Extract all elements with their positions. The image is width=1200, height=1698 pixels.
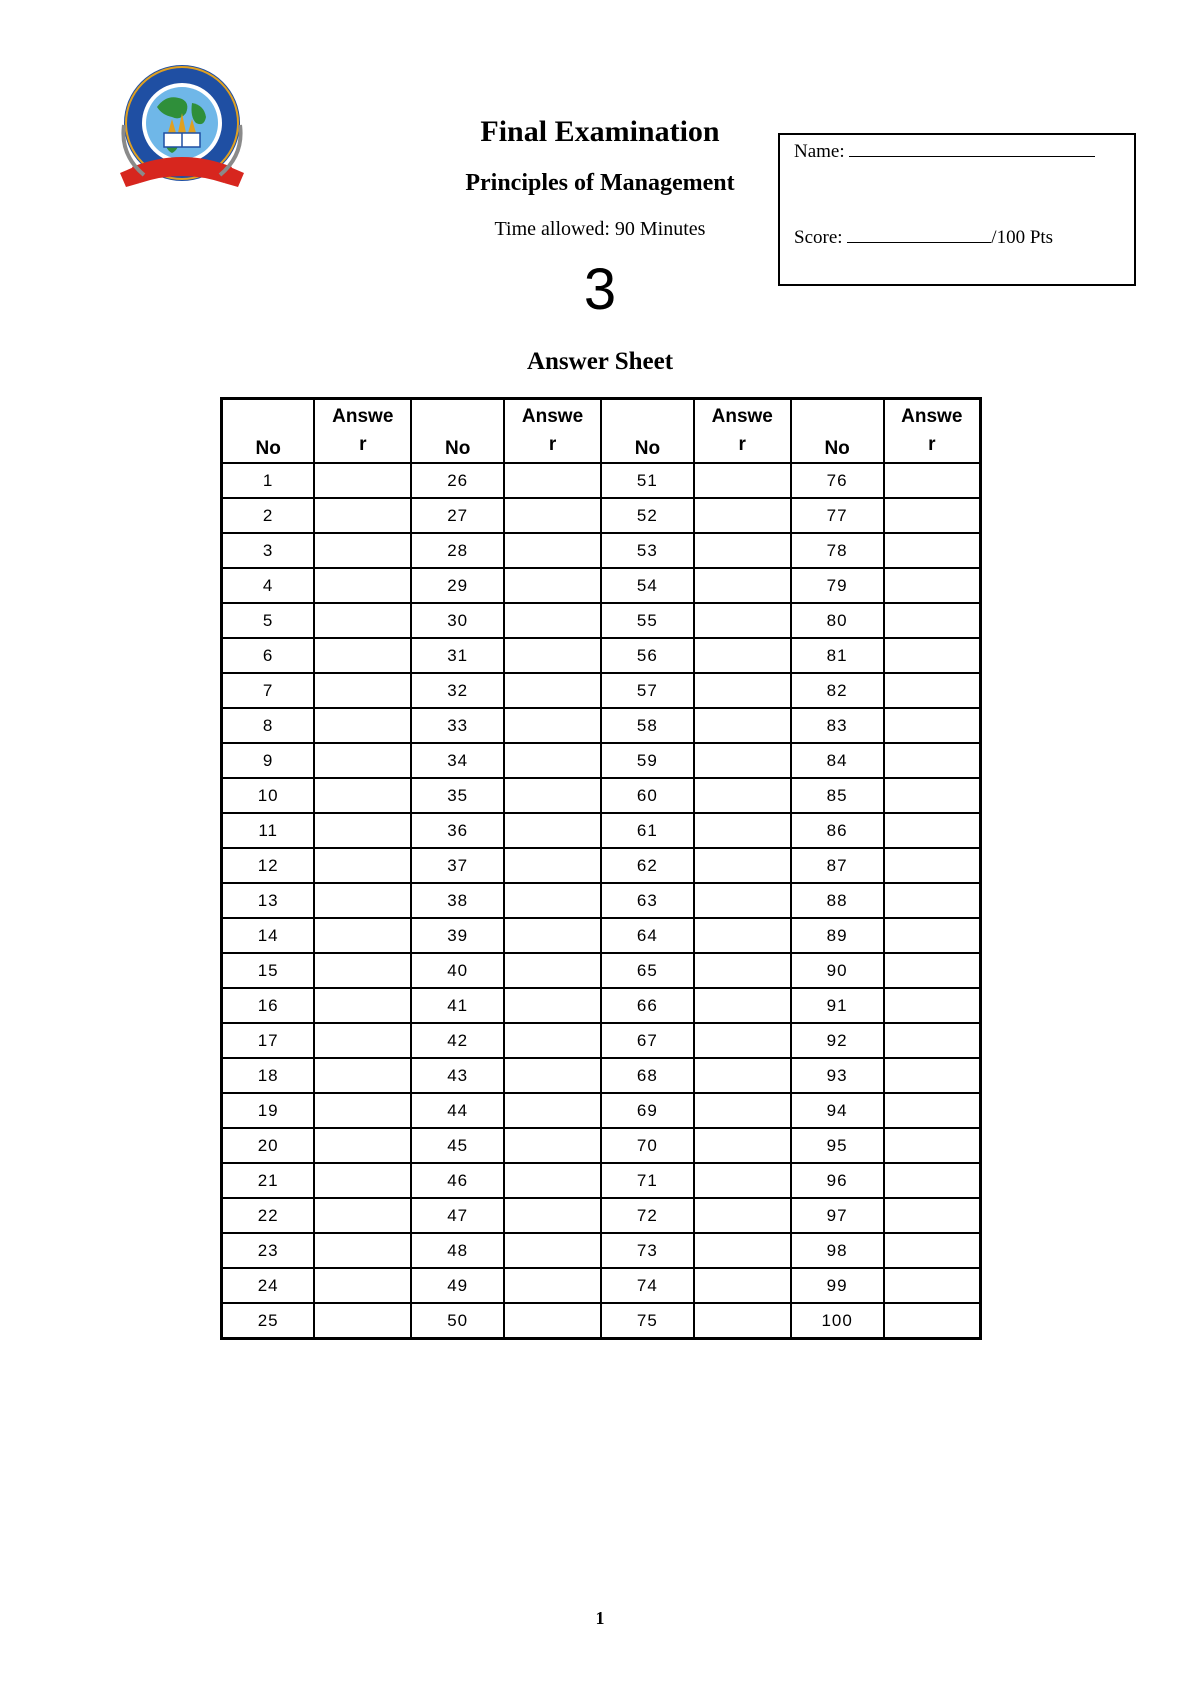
question-number: 77 <box>791 498 884 533</box>
question-number: 92 <box>791 1023 884 1058</box>
question-number: 1 <box>222 463 315 498</box>
answer-cell[interactable] <box>314 1198 411 1233</box>
question-number: 59 <box>601 743 694 778</box>
answer-table <box>220 397 982 1340</box>
table-row <box>222 568 981 603</box>
answer-cell[interactable] <box>504 1268 601 1303</box>
question-number: 34 <box>411 743 504 778</box>
answer-cell[interactable] <box>504 848 601 883</box>
question-number: 66 <box>601 988 694 1023</box>
answer-cell[interactable] <box>884 918 981 953</box>
question-number: 33 <box>411 708 504 743</box>
question-number: 82 <box>791 673 884 708</box>
answer-cell[interactable] <box>504 778 601 813</box>
question-number: 55 <box>601 603 694 638</box>
answer-cell[interactable] <box>694 1198 791 1233</box>
score-label: Score: <box>794 227 843 248</box>
answer-cell[interactable] <box>504 708 601 743</box>
question-number: 62 <box>601 848 694 883</box>
answer-cell[interactable] <box>694 708 791 743</box>
answer-header: Answe r <box>314 399 411 464</box>
answer-cell[interactable] <box>884 813 981 848</box>
answer-cell[interactable] <box>314 1233 411 1268</box>
answer-cell[interactable] <box>694 883 791 918</box>
answer-cell[interactable] <box>694 1128 791 1163</box>
answer-cell[interactable] <box>314 463 411 498</box>
question-number: 38 <box>411 883 504 918</box>
answer-cell[interactable] <box>314 953 411 988</box>
question-number: 78 <box>791 533 884 568</box>
answer-cell[interactable] <box>314 498 411 533</box>
question-number: 15 <box>222 953 315 988</box>
question-number: 90 <box>791 953 884 988</box>
question-number: 51 <box>601 463 694 498</box>
answer-cell[interactable] <box>694 603 791 638</box>
score-suffix: /100 Pts <box>991 227 1054 248</box>
table-row <box>222 638 981 673</box>
answer-cell[interactable] <box>884 1023 981 1058</box>
page-number: 1 <box>595 1608 605 1628</box>
question-number: 69 <box>601 1093 694 1128</box>
question-number: 85 <box>791 778 884 813</box>
question-number: 16 <box>222 988 315 1023</box>
answer-rows <box>222 463 981 1339</box>
answer-cell[interactable] <box>694 498 791 533</box>
no-header: No <box>601 399 694 464</box>
answer-cell[interactable] <box>884 1163 981 1198</box>
answer-cell[interactable] <box>884 1198 981 1233</box>
answer-cell[interactable] <box>884 778 981 813</box>
question-number: 96 <box>791 1163 884 1198</box>
question-number: 60 <box>601 778 694 813</box>
answer-cell[interactable] <box>504 463 601 498</box>
question-number: 8 <box>222 708 315 743</box>
name-label: Name: <box>794 141 845 162</box>
question-number: 65 <box>601 953 694 988</box>
question-number: 36 <box>411 813 504 848</box>
question-number: 68 <box>601 1058 694 1093</box>
answer-cell[interactable] <box>884 743 981 778</box>
table-row <box>222 463 981 498</box>
table-row <box>222 1023 981 1058</box>
table-row <box>222 778 981 813</box>
question-number: 84 <box>791 743 884 778</box>
question-number: 17 <box>222 1023 315 1058</box>
answer-cell[interactable] <box>884 463 981 498</box>
name-row <box>794 139 1095 163</box>
answer-cell[interactable] <box>694 988 791 1023</box>
answer-cell[interactable] <box>884 638 981 673</box>
question-number: 80 <box>791 603 884 638</box>
answer-cell[interactable] <box>314 813 411 848</box>
answer-cell[interactable] <box>314 568 411 603</box>
no-header: No <box>222 399 315 464</box>
answer-cell[interactable] <box>504 1128 601 1163</box>
answer-cell[interactable] <box>694 813 791 848</box>
question-number: 28 <box>411 533 504 568</box>
question-number: 22 <box>222 1198 315 1233</box>
question-number: 31 <box>411 638 504 673</box>
time-allowed: Time allowed: 90 Minutes <box>494 218 706 240</box>
question-number: 14 <box>222 918 315 953</box>
score-row <box>794 225 1053 249</box>
answer-cell[interactable] <box>504 743 601 778</box>
answer-cell[interactable] <box>504 988 601 1023</box>
no-header: No <box>791 399 884 464</box>
answer-cell[interactable] <box>314 1163 411 1198</box>
question-number: 54 <box>601 568 694 603</box>
answer-cell[interactable] <box>884 708 981 743</box>
question-number: 27 <box>411 498 504 533</box>
answer-cell[interactable] <box>504 1093 601 1128</box>
answer-cell[interactable] <box>504 1198 601 1233</box>
question-number: 86 <box>791 813 884 848</box>
exam-version: 3 <box>583 257 617 322</box>
answer-sheet-title: Answer Sheet <box>526 348 674 375</box>
table-row <box>222 1268 981 1303</box>
table-row <box>222 1128 981 1163</box>
answer-cell[interactable] <box>694 1093 791 1128</box>
table-row <box>222 918 981 953</box>
answer-cell[interactable] <box>694 568 791 603</box>
question-number: 49 <box>411 1268 504 1303</box>
question-number: 25 <box>222 1303 315 1339</box>
question-number: 29 <box>411 568 504 603</box>
question-number: 12 <box>222 848 315 883</box>
question-number: 89 <box>791 918 884 953</box>
question-number: 98 <box>791 1233 884 1268</box>
question-number: 70 <box>601 1128 694 1163</box>
question-number: 93 <box>791 1058 884 1093</box>
question-number: 94 <box>791 1093 884 1128</box>
answer-cell[interactable] <box>884 883 981 918</box>
table-row <box>222 988 981 1023</box>
answer-cell[interactable] <box>504 568 601 603</box>
question-number: 37 <box>411 848 504 883</box>
question-number: 57 <box>601 673 694 708</box>
table-header-row <box>222 399 981 464</box>
answer-header: Answe r <box>694 399 791 464</box>
question-number: 18 <box>222 1058 315 1093</box>
answer-cell[interactable] <box>884 1128 981 1163</box>
question-number: 63 <box>601 883 694 918</box>
question-number: 24 <box>222 1268 315 1303</box>
question-number: 91 <box>791 988 884 1023</box>
answer-cell[interactable] <box>694 918 791 953</box>
answer-cell[interactable] <box>504 953 601 988</box>
answer-cell[interactable] <box>694 848 791 883</box>
answer-cell[interactable] <box>314 1128 411 1163</box>
question-number: 88 <box>791 883 884 918</box>
question-number: 20 <box>222 1128 315 1163</box>
table-row <box>222 848 981 883</box>
question-number: 81 <box>791 638 884 673</box>
answer-cell[interactable] <box>314 1303 411 1339</box>
table-row <box>222 1303 981 1339</box>
question-number: 42 <box>411 1023 504 1058</box>
question-number: 3 <box>222 533 315 568</box>
question-number: 47 <box>411 1198 504 1233</box>
answer-cell[interactable] <box>884 1093 981 1128</box>
question-number: 67 <box>601 1023 694 1058</box>
answer-cell[interactable] <box>694 1233 791 1268</box>
question-number: 53 <box>601 533 694 568</box>
question-number: 10 <box>222 778 315 813</box>
answer-cell[interactable] <box>694 1023 791 1058</box>
answer-cell[interactable] <box>314 533 411 568</box>
answer-header: Answe r <box>884 399 981 464</box>
answer-cell[interactable] <box>694 778 791 813</box>
table-row <box>222 883 981 918</box>
question-number: 61 <box>601 813 694 848</box>
answer-cell[interactable] <box>314 918 411 953</box>
question-number: 79 <box>791 568 884 603</box>
answer-cell[interactable] <box>694 1303 791 1339</box>
answer-cell[interactable] <box>504 1303 601 1339</box>
question-number: 76 <box>791 463 884 498</box>
answer-cell[interactable] <box>884 533 981 568</box>
answer-cell[interactable] <box>694 673 791 708</box>
answer-header: Answe r <box>504 399 601 464</box>
answer-cell[interactable] <box>504 813 601 848</box>
table-row <box>222 1093 981 1128</box>
answer-cell[interactable] <box>314 988 411 1023</box>
question-number: 11 <box>222 813 315 848</box>
answer-cell[interactable] <box>884 848 981 883</box>
question-number: 21 <box>222 1163 315 1198</box>
table-row <box>222 498 981 533</box>
answer-cell[interactable] <box>884 953 981 988</box>
question-number: 87 <box>791 848 884 883</box>
answer-cell[interactable] <box>694 533 791 568</box>
exam-title: Final Examination <box>480 115 720 148</box>
score-field[interactable] <box>847 225 991 243</box>
question-number: 45 <box>411 1128 504 1163</box>
answer-cell[interactable] <box>314 883 411 918</box>
answer-cell[interactable] <box>884 1303 981 1339</box>
question-number: 44 <box>411 1093 504 1128</box>
answer-cell[interactable] <box>884 568 981 603</box>
question-number: 46 <box>411 1163 504 1198</box>
name-field[interactable] <box>849 139 1095 157</box>
question-number: 19 <box>222 1093 315 1128</box>
answer-cell[interactable] <box>504 1023 601 1058</box>
question-number: 9 <box>222 743 315 778</box>
table-row <box>222 1058 981 1093</box>
question-number: 58 <box>601 708 694 743</box>
answer-cell[interactable] <box>694 1163 791 1198</box>
no-header: No <box>411 399 504 464</box>
answer-cell[interactable] <box>314 1268 411 1303</box>
answer-cell[interactable] <box>884 1233 981 1268</box>
answer-cell[interactable] <box>504 673 601 708</box>
answer-cell[interactable] <box>504 918 601 953</box>
table-row <box>222 1198 981 1233</box>
answer-cell[interactable] <box>504 1233 601 1268</box>
question-number: 95 <box>791 1128 884 1163</box>
question-number: 26 <box>411 463 504 498</box>
subject-title: Principles of Management <box>465 170 735 196</box>
answer-cell[interactable] <box>314 603 411 638</box>
question-number: 71 <box>601 1163 694 1198</box>
answer-cell[interactable] <box>314 638 411 673</box>
table-row <box>222 813 981 848</box>
question-number: 72 <box>601 1198 694 1233</box>
question-number: 97 <box>791 1198 884 1233</box>
question-number: 23 <box>222 1233 315 1268</box>
answer-cell[interactable] <box>884 498 981 533</box>
answer-cell[interactable] <box>314 673 411 708</box>
answer-cell[interactable] <box>314 1093 411 1128</box>
question-number: 64 <box>601 918 694 953</box>
answer-cell[interactable] <box>314 1058 411 1093</box>
question-number: 5 <box>222 603 315 638</box>
answer-cell[interactable] <box>884 603 981 638</box>
question-number: 56 <box>601 638 694 673</box>
answer-cell[interactable] <box>504 1163 601 1198</box>
question-number: 50 <box>411 1303 504 1339</box>
answer-cell[interactable] <box>314 848 411 883</box>
question-number: 74 <box>601 1268 694 1303</box>
question-number: 13 <box>222 883 315 918</box>
question-number: 7 <box>222 673 315 708</box>
answer-cell[interactable] <box>314 778 411 813</box>
answer-cell[interactable] <box>884 673 981 708</box>
table-row <box>222 1233 981 1268</box>
question-number: 48 <box>411 1233 504 1268</box>
answer-cell[interactable] <box>694 743 791 778</box>
answer-cell[interactable] <box>884 1058 981 1093</box>
question-number: 40 <box>411 953 504 988</box>
answer-cell[interactable] <box>504 533 601 568</box>
question-number: 73 <box>601 1233 694 1268</box>
answer-cell[interactable] <box>504 1058 601 1093</box>
answer-cell[interactable] <box>884 1268 981 1303</box>
answer-cell[interactable] <box>694 1058 791 1093</box>
question-number: 83 <box>791 708 884 743</box>
answer-cell[interactable] <box>314 708 411 743</box>
question-number: 4 <box>222 568 315 603</box>
question-number: 99 <box>791 1268 884 1303</box>
answer-cell[interactable] <box>504 498 601 533</box>
answer-cell[interactable] <box>504 638 601 673</box>
table-row <box>222 603 981 638</box>
table-row <box>222 953 981 988</box>
question-number: 100 <box>791 1303 884 1339</box>
answer-cell[interactable] <box>694 638 791 673</box>
table-row <box>222 708 981 743</box>
answer-cell[interactable] <box>504 883 601 918</box>
answer-cell[interactable] <box>314 743 411 778</box>
question-number: 41 <box>411 988 504 1023</box>
question-number: 35 <box>411 778 504 813</box>
question-number: 32 <box>411 673 504 708</box>
table-row <box>222 1163 981 1198</box>
question-number: 30 <box>411 603 504 638</box>
answer-cell[interactable] <box>694 953 791 988</box>
student-info-box <box>778 133 1136 286</box>
question-number: 6 <box>222 638 315 673</box>
table-row <box>222 673 981 708</box>
answer-cell[interactable] <box>504 603 601 638</box>
question-number: 52 <box>601 498 694 533</box>
question-number: 2 <box>222 498 315 533</box>
question-number: 39 <box>411 918 504 953</box>
answer-cell[interactable] <box>694 463 791 498</box>
table-row <box>222 533 981 568</box>
answer-cell[interactable] <box>694 1268 791 1303</box>
answer-cell[interactable] <box>314 1023 411 1058</box>
question-number: 75 <box>601 1303 694 1339</box>
question-number: 43 <box>411 1058 504 1093</box>
answer-cell[interactable] <box>884 988 981 1023</box>
table-row <box>222 743 981 778</box>
